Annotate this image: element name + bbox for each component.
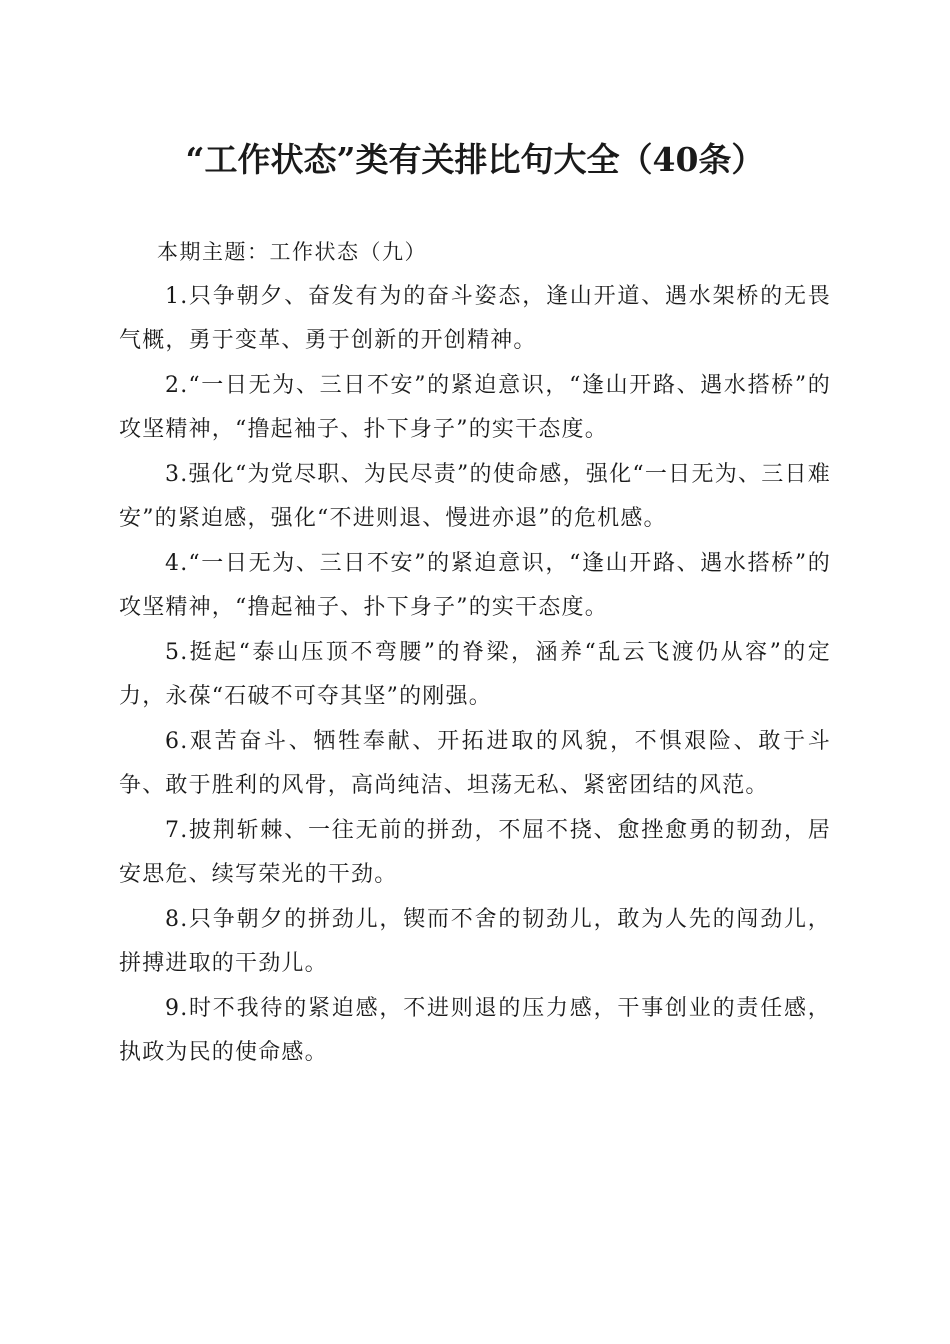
- list-item: 4.“一日无为、三日不安”的紧迫意识，“逢山开路、遇水搭桥”的攻坚精神，“撸起袖子、扑下身子”的实干态度。: [119, 550, 831, 620]
- list-item: 7.披荆斩棘、一往无前的拼劲，不屈不挠、愈挫愈勇的韧劲，居安思危、续写荣光的干劲。: [119, 817, 831, 887]
- list-item: 6.艰苦奋斗、牺牲奉献、开拓进取的风貌，不惧艰险、敢于斗争、敢于胜利的风骨，高尚纯洁、坦荡无私、紧密团结的风范。: [119, 728, 831, 798]
- subject-line: 本期主题：工作状态（九）: [157, 240, 427, 264]
- list-item: 1.只争朝夕、奋发有为的奋斗姿态，逢山开道、遇水架桥的无畏气概，勇于变革、勇于创新的开创精神。: [119, 283, 831, 353]
- list-item: 8.只争朝夕的拼劲儿，锲而不舍的韧劲儿，敢为人先的闯劲儿，拼搏进取的干劲儿。: [119, 906, 831, 976]
- list-item: 2.“一日无为、三日不安”的紧迫意识，“逢山开路、遇水搭桥”的攻坚精神，“撸起袖子、扑下身子”的实干态度。: [119, 372, 831, 442]
- document-title: “工作状态”类有关排比句大全（40条）: [185, 140, 765, 179]
- list-item: 9.时不我待的紧迫感，不进则退的压力感，干事创业的责任感，执政为民的使命感。: [119, 995, 831, 1065]
- list-item: 5.挺起“泰山压顶不弯腰”的脊梁，涵养“乱云飞渡仍从容”的定力，永葆“石破不可夺其坚”的刚强。: [119, 639, 831, 709]
- document-body: [119, 230, 831, 1076]
- list-item: 3.强化“为党尽职、为民尽责”的使命感，强化“一日无为、三日难安”的紧迫感，强化“不进则退、慢进亦退”的危机感。: [119, 461, 831, 531]
